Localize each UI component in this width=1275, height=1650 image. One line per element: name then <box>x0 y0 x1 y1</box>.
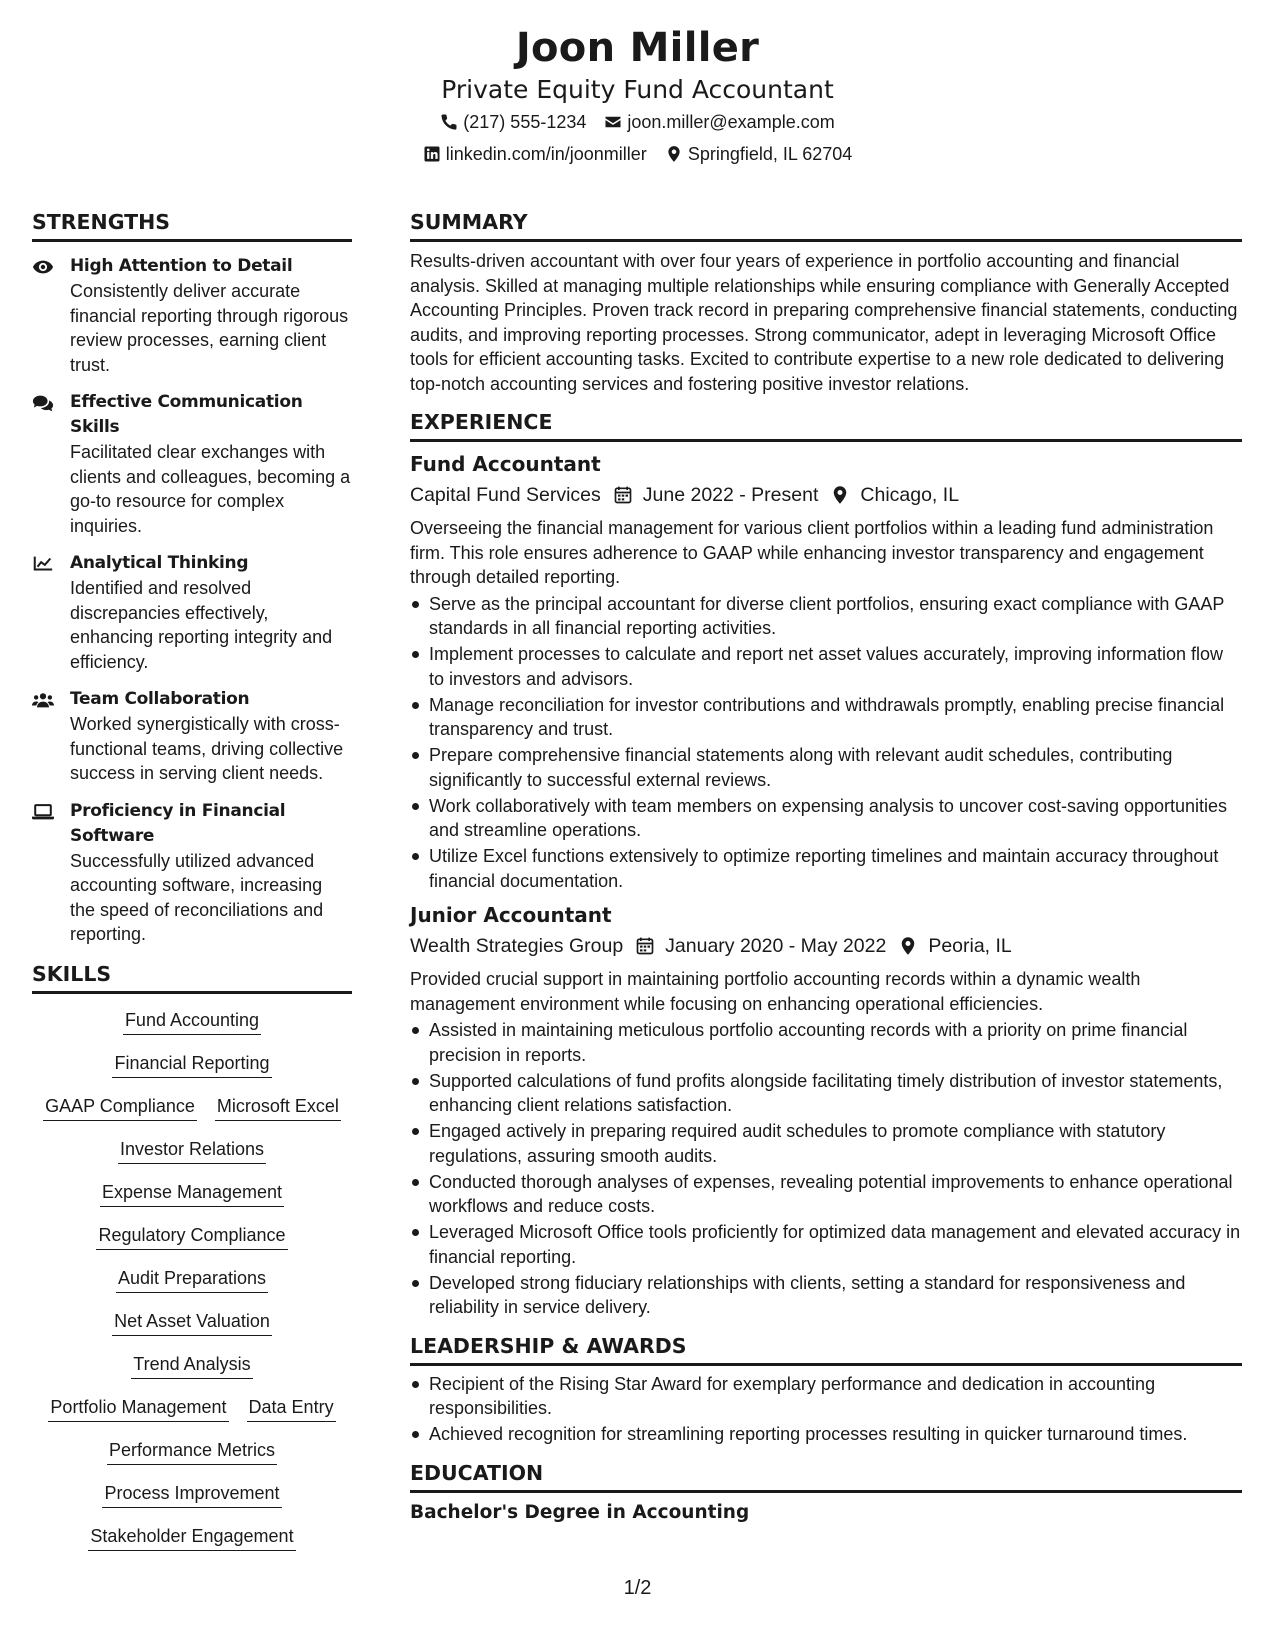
phone-item <box>440 106 586 138</box>
strength-desc: Successfully utilized advanced accounting software, increasing the speed of reconciliations and reporting. <box>70 850 324 944</box>
job-dates: January 2020 - May 2022 <box>665 935 887 957</box>
job-description: Overseeing the financial management for various client portfolios within a leading fund administration firm. This role ensures adherence to GAAP while enhancing investor transparency and engagement through detailed reporting. <box>410 518 1214 587</box>
skill-tag: Net Asset Valuation <box>112 1309 272 1336</box>
skill-tag: Audit Preparations <box>116 1266 268 1293</box>
bullet-item: Manage reconciliation for investor contributions and withdrawals promptly, enabling precise financial transparency and trust. <box>410 693 1242 742</box>
job-location: Peoria, IL <box>928 935 1012 957</box>
strength-desc: Facilitated clear exchanges with clients and colleagues, becoming a go-to resource for complex inquiries. <box>70 442 351 536</box>
skill-tag: Trend Analysis <box>131 1352 252 1379</box>
job-bullets <box>410 1018 1242 1320</box>
strength-desc: Consistently deliver accurate financial reporting through rigorous review processes, earning client trust. <box>70 281 349 375</box>
resume-header <box>0 22 1275 170</box>
skill-row <box>32 1180 352 1207</box>
skill-tag: GAAP Compliance <box>43 1094 197 1121</box>
location-text: Springfield, IL 62704 <box>687 144 853 164</box>
strength-item <box>32 799 352 947</box>
eye-icon <box>32 258 54 276</box>
skill-row <box>32 1481 352 1508</box>
location-item <box>665 138 852 170</box>
skill-row <box>32 1395 352 1422</box>
job-location: Chicago, IL <box>860 484 960 506</box>
skill-row <box>32 1352 352 1379</box>
skill-row <box>32 1438 352 1465</box>
linkedin-text[interactable]: linkedin.com/in/joonmiller <box>445 144 647 164</box>
skill-tag: Investor Relations <box>118 1137 266 1164</box>
skill-tag: Regulatory Compliance <box>96 1223 287 1250</box>
bullet-item: Prepare comprehensive financial statements along with relevant audit schedules, contributing significantly to successful external reviews. <box>410 743 1242 792</box>
contact-line-2 <box>0 138 1275 170</box>
right-column <box>410 208 1242 1527</box>
skill-row <box>32 1051 352 1078</box>
bullet-item: Recipient of the Rising Star Award for exemplary performance and dedication in accounting responsibilities. <box>410 1372 1242 1421</box>
skill-tag: Data Entry <box>247 1395 336 1422</box>
job-entry <box>410 450 1242 893</box>
skill-row <box>32 1094 352 1121</box>
comments-icon <box>32 394 54 412</box>
skill-row <box>32 1309 352 1336</box>
left-column <box>32 208 352 1567</box>
candidate-title: Private Equity Fund Accountant <box>441 75 834 104</box>
bullet-item: Utilize Excel functions extensively to optimize reporting timelines and maintain accuracy throughout financial documentation. <box>410 844 1242 893</box>
candidate-name: Joon Miller <box>515 25 760 71</box>
skill-tag: Performance Metrics <box>107 1438 277 1465</box>
education-heading: EDUCATION <box>410 1459 1242 1493</box>
email-text[interactable]: joon.miller@example.com <box>627 112 835 132</box>
strength-item <box>32 551 352 674</box>
bullet-item: Assisted in maintaining meticulous portfolio accounting records with a priority on prime financial precision in reports. <box>410 1018 1242 1067</box>
summary-text: Results-driven accountant with over four years of experience in portfolio accounting and financial analysis. Skilled at managing multiple relationships while ensuring compliance with Generally Accepted Accounting Principles. Proven track record in preparing comprehensive financial statements, conducting audits, and improving reporting processes. Strong communicator, adept in leveraging Microsoft Office tools for efficient accounting tasks. Excited to contribute expertise to a new role dedicated to delivering top-notch accounting services and fostering positive investor relations. <box>410 251 1238 394</box>
strength-desc: Worked synergistically with cross-functional teams, driving collective success in serving client needs. <box>70 714 344 783</box>
contact-line-1 <box>0 106 1275 138</box>
users-icon <box>32 691 54 709</box>
skill-row <box>32 1524 352 1551</box>
skill-tag: Financial Reporting <box>112 1051 271 1078</box>
strength-title: Proficiency in Financial Software <box>70 800 286 846</box>
job-title: Junior Accountant <box>410 903 612 927</box>
job-title: Fund Accountant <box>410 452 601 476</box>
bullet-item: Developed strong fiduciary relationships with clients, setting a standard for responsiveness and reliability in service delivery. <box>410 1271 1242 1320</box>
skills-heading: SKILLS <box>32 960 352 994</box>
job-dates: June 2022 - Present <box>642 484 819 506</box>
leadership-bullets <box>410 1372 1242 1447</box>
linkedin-icon <box>423 145 441 163</box>
job-company: Capital Fund Services <box>410 484 601 506</box>
strengths-list <box>32 254 352 947</box>
bullet-item: Achieved recognition for streamlining reporting processes resulting in quicker turnaround times. <box>410 1422 1242 1447</box>
skills-list <box>32 1008 352 1551</box>
education-degree: Bachelor's Degree in Accounting <box>410 1501 750 1523</box>
strength-item <box>32 390 352 538</box>
skill-tag: Expense Management <box>100 1180 284 1207</box>
bullet-item: Engaged actively in preparing required audit schedules to promote compliance with statutory regulations, assuring smooth audits. <box>410 1119 1242 1168</box>
summary-heading: SUMMARY <box>410 208 1242 242</box>
skill-tag: Portfolio Management <box>48 1395 228 1422</box>
bullet-item: Work collaboratively with team members on expensing analysis to uncover cost-saving opportunities and streamline operations. <box>410 794 1242 843</box>
job-meta <box>410 931 1242 961</box>
laptop-icon <box>32 803 54 821</box>
map-marker-icon <box>665 145 683 163</box>
chart-line-icon <box>32 555 54 573</box>
bullet-item: Supported calculations of fund profits alongside facilitating timely distribution of investor statements, enhancing client relations satisfaction. <box>410 1069 1242 1118</box>
skill-row <box>32 1137 352 1164</box>
bullet-item: Conducted thorough analyses of expenses, revealing potential improvements to enhance operational workflows and reduce costs. <box>410 1170 1242 1219</box>
skill-tag: Microsoft Excel <box>215 1094 341 1121</box>
strength-item <box>32 687 352 786</box>
phone-text: (217) 555-1234 <box>463 112 587 132</box>
email-item[interactable] <box>604 106 834 138</box>
calendar-icon <box>613 485 633 505</box>
phone-icon <box>440 113 458 131</box>
map-marker-icon <box>898 936 918 956</box>
envelope-icon <box>604 113 622 131</box>
map-marker-icon <box>830 485 850 505</box>
job-meta <box>410 480 1242 510</box>
leadership-heading: LEADERSHIP & AWARDS <box>410 1332 1242 1366</box>
job-bullets <box>410 592 1242 894</box>
bullet-item: Serve as the principal accountant for diverse client portfolios, ensuring exact compliance with GAAP standards in all financial reporting activities. <box>410 592 1242 641</box>
strength-item <box>32 254 352 377</box>
linkedin-item[interactable] <box>423 138 647 170</box>
job-company: Wealth Strategies Group <box>410 935 624 957</box>
bullet-item: Leveraged Microsoft Office tools proficiently for optimized data management and elevated accuracy in financial reporting. <box>410 1220 1242 1269</box>
skill-tag: Process Improvement <box>102 1481 281 1508</box>
calendar-icon <box>635 936 655 956</box>
strength-title: High Attention to Detail <box>70 256 293 276</box>
skill-row <box>32 1223 352 1250</box>
page-number: 1/2 <box>623 1577 652 1599</box>
strength-title: Analytical Thinking <box>70 553 249 573</box>
strengths-heading: STRENGTHS <box>32 208 352 242</box>
skill-tag: Fund Accounting <box>123 1008 261 1035</box>
strength-title: Team Collaboration <box>70 689 250 709</box>
job-entry <box>410 901 1242 1320</box>
skill-row <box>32 1266 352 1293</box>
experience-heading: EXPERIENCE <box>410 408 1242 442</box>
strength-desc: Identified and resolved discrepancies effectively, enhancing reporting integrity and efficiency. <box>70 578 333 672</box>
bullet-item: Implement processes to calculate and report net asset values accurately, improving information flow to investors and advisors. <box>410 642 1242 691</box>
skill-tag: Stakeholder Engagement <box>88 1524 295 1551</box>
skill-row <box>32 1008 352 1035</box>
job-description: Provided crucial support in maintaining portfolio accounting records within a dynamic wealth management environment while focusing on enhancing operational efficiencies. <box>410 969 1141 1014</box>
strength-title: Effective Communication Skills <box>70 392 303 437</box>
